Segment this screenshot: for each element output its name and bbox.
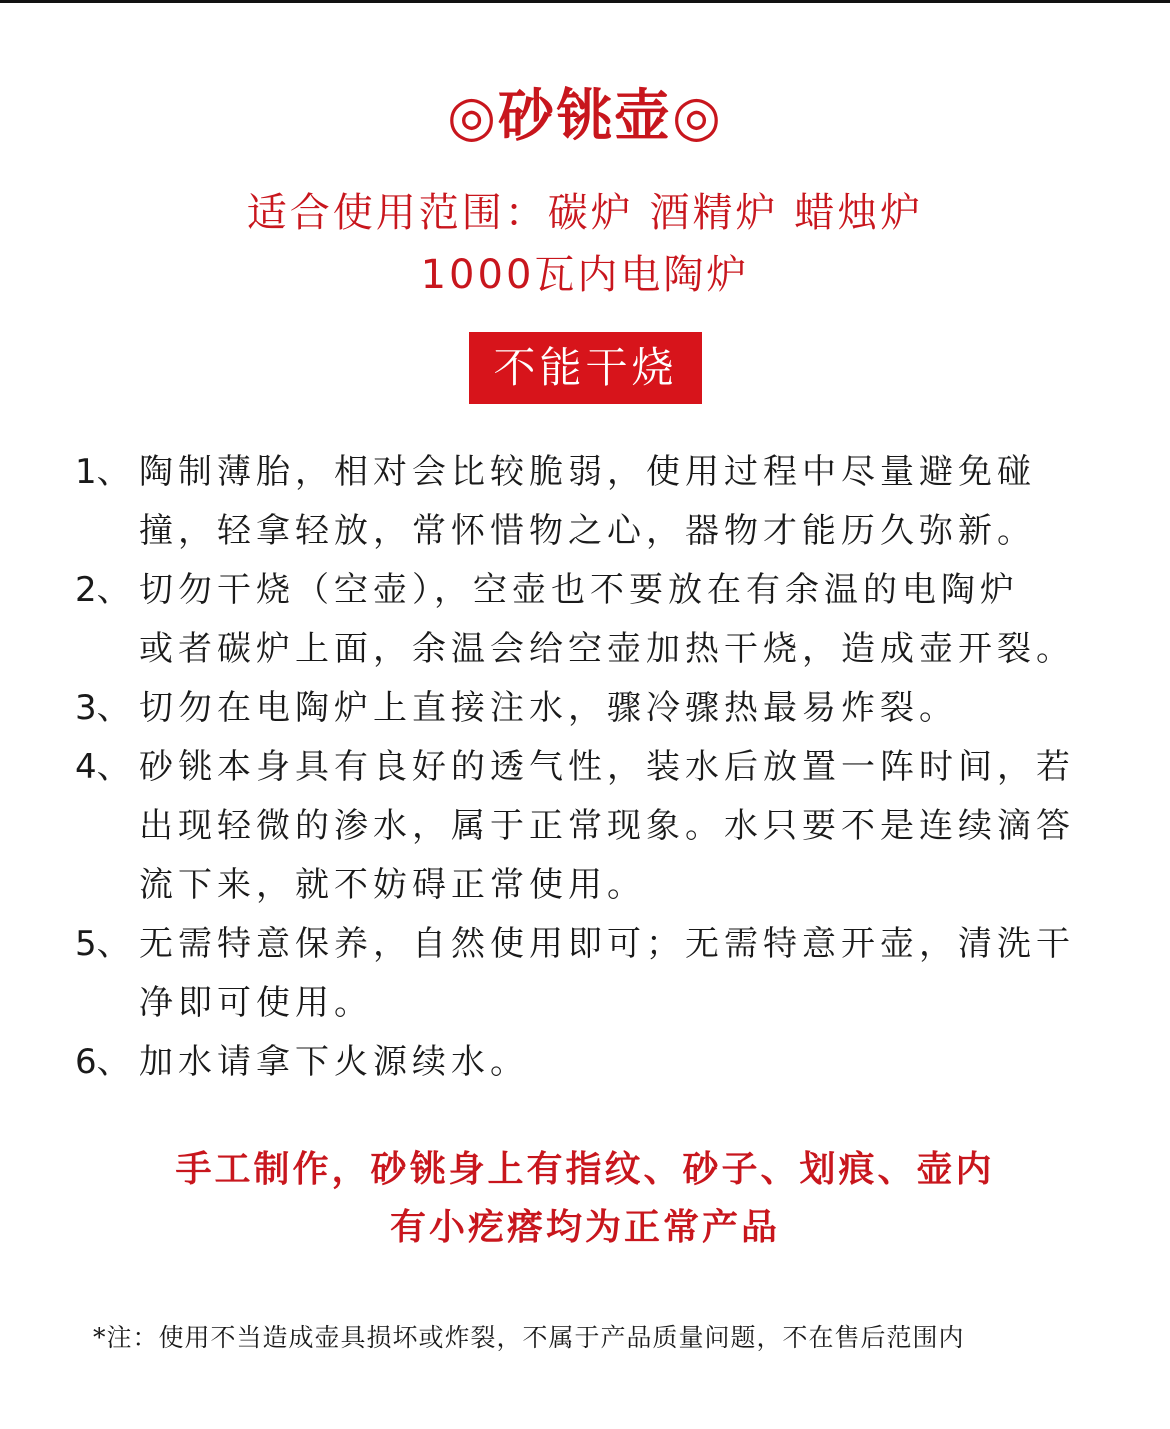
- rule-line: 净即可使用。: [139, 983, 373, 1023]
- top-border: [0, 0, 1170, 3]
- rule-text: [139, 738, 1115, 915]
- rule-text: [139, 561, 1115, 679]
- rule-number: 5、: [75, 924, 131, 964]
- rule-item-2: [75, 561, 1115, 679]
- rule-line: 或者碳炉上面，余温会给空壶加热干烧，造成壶开裂。: [139, 629, 1075, 669]
- rule-number: 6、: [75, 1042, 131, 1082]
- rule-item-3: [75, 679, 1115, 738]
- rule-item-1: [75, 443, 1115, 561]
- rule-line: 加水请拿下火源续水。: [139, 1042, 529, 1082]
- rule-line: 切勿干烧（空壶），空壶也不要放在有余温的电陶炉: [139, 570, 1019, 610]
- handmade-notice-line-1: 手工制作，砂铫身上有指纹、砂子、划痕、壶内: [175, 1148, 995, 1190]
- rule-number: 3、: [75, 688, 131, 728]
- rule-text: [139, 443, 1115, 561]
- rule-line: 出现轻微的渗水，属于正常现象。水只要不是连续滴答: [139, 806, 1075, 846]
- usage-scope-line-2: 1000瓦内电陶炉: [420, 252, 750, 298]
- rule-line: 切勿在电陶炉上直接注水，骤冷骤热最易炸裂。: [139, 688, 958, 728]
- no-dry-heating-badge: 不能干烧: [469, 332, 702, 404]
- rule-text: [139, 1033, 1115, 1092]
- rule-number: 4、: [75, 747, 131, 787]
- rule-line: 撞，轻拿轻放，常怀惜物之心，器物才能历久弥新。: [139, 511, 1036, 551]
- rule-item-4: [75, 738, 1115, 915]
- rule-line: 陶制薄胎，相对会比较脆弱，使用过程中尽量避免碰: [139, 452, 1036, 492]
- rule-number: 2、: [75, 570, 131, 610]
- rule-line: 流下来，就不妨碍正常使用。: [139, 865, 646, 905]
- handmade-notice: [0, 1140, 1170, 1256]
- rule-text: [139, 915, 1115, 1033]
- rule-item-6: [75, 1033, 1115, 1092]
- rule-text: [139, 679, 1115, 738]
- rule-item-5: [75, 915, 1115, 1033]
- usage-scope: [0, 182, 1170, 306]
- rule-line: 无需特意保养，自然使用即可；无需特意开壶，清洗干: [139, 924, 1075, 964]
- handmade-notice-line-2: 有小疙瘩均为正常产品: [389, 1206, 780, 1248]
- page-title: ◎砂铫壶◎: [447, 83, 723, 149]
- usage-rules-list: [75, 443, 1115, 1092]
- usage-scope-line-1: 适合使用范围：碳炉 酒精炉 蜡烛炉: [246, 190, 924, 236]
- rule-number: 1、: [75, 452, 131, 492]
- rule-line: 砂铫本身具有良好的透气性，装水后放置一阵时间，若: [139, 747, 1075, 787]
- after-sales-note: *注：使用不当造成壶具损坏或炸裂，不属于产品质量问题，不在售后范围内: [93, 1323, 965, 1352]
